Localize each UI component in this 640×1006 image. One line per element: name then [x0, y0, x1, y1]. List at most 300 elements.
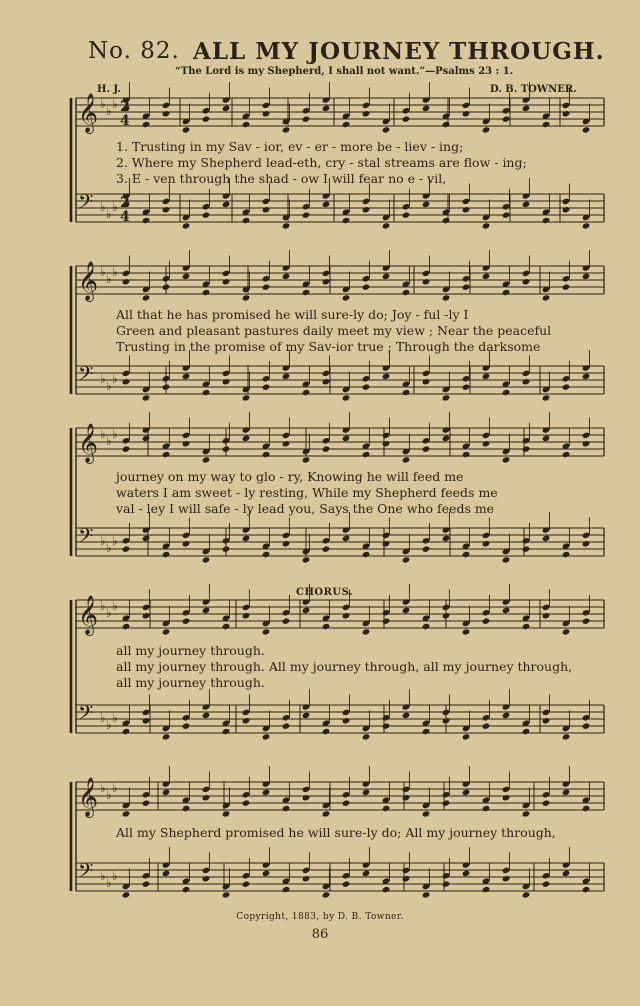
note-head: [482, 126, 491, 133]
note-head: [342, 217, 351, 224]
note-head: [522, 445, 531, 452]
note-head: [142, 435, 151, 442]
note-head: [422, 545, 431, 552]
note-head: [462, 870, 471, 877]
note-head: [182, 273, 191, 280]
note-head: [142, 612, 151, 619]
flat-icon: ♭: [106, 434, 112, 448]
lyric-s3-v1: journey on my way to glo - ry, Knowing he will feed me: [116, 469, 464, 484]
note-head: [402, 389, 411, 396]
note-head: [182, 805, 191, 812]
note-head: [182, 722, 191, 729]
note-head: [502, 794, 511, 801]
note-head: [342, 880, 351, 887]
note-head: [502, 456, 511, 463]
note-head: [382, 273, 391, 280]
flat-icon: ♭: [112, 781, 118, 795]
note-head: [402, 712, 411, 719]
note-head: [182, 440, 191, 447]
note-head: [582, 126, 591, 133]
note-head: [482, 222, 491, 229]
note-head: [562, 451, 571, 458]
note-head: [262, 870, 271, 877]
note-head: [442, 535, 451, 542]
note-head: [402, 115, 411, 122]
note-head: [422, 810, 431, 817]
note-head: [382, 805, 391, 812]
note-head: [342, 435, 351, 442]
note-head: [262, 628, 271, 635]
note-head: [122, 278, 131, 285]
note-head: [142, 535, 151, 542]
note-head: [522, 810, 531, 817]
lyric-s2-v3: Trusting in the promise of my Sav-ior true ; Through the darksome: [116, 339, 541, 354]
flat-icon: ♭: [100, 599, 106, 613]
note-head: [322, 378, 331, 385]
note-head: [362, 870, 371, 877]
note-head: [522, 201, 531, 208]
note-head: [542, 880, 551, 887]
note-head: [582, 617, 591, 624]
note-head: [362, 789, 371, 796]
note-head: [442, 612, 451, 619]
note-head: [322, 810, 331, 817]
note-head: [562, 283, 571, 290]
note-head: [482, 805, 491, 812]
note-head: [302, 115, 311, 122]
note-head: [502, 211, 511, 218]
note-head: [402, 211, 411, 218]
note-head: [502, 607, 511, 614]
chorus-label: CHORUS.: [296, 587, 353, 598]
note-head: [282, 617, 291, 624]
flat-icon: ♭: [112, 372, 118, 386]
note-head: [322, 278, 331, 285]
flat-icon: ♭: [106, 207, 112, 221]
note-head: [362, 451, 371, 458]
flat-icon: ♭: [106, 788, 112, 802]
note-head: [382, 540, 391, 547]
note-head: [202, 607, 211, 614]
lyric-s2-v1: All that he has promised he will sure-ly do; Joy - ful -ly I: [116, 307, 469, 322]
note-head: [302, 211, 311, 218]
note-head: [162, 283, 171, 290]
note-head: [162, 628, 171, 635]
note-head: [182, 617, 191, 624]
note-head: [502, 289, 511, 296]
note-head: [582, 373, 591, 380]
note-head: [442, 717, 451, 724]
note-head: [202, 456, 211, 463]
bass-clef-icon: 𝄢: [78, 859, 94, 887]
note-head: [282, 273, 291, 280]
note-head: [282, 373, 291, 380]
note-head: [302, 875, 311, 882]
note-head: [542, 435, 551, 442]
note-head: [382, 886, 391, 893]
note-head: [442, 880, 451, 887]
note-head: [402, 875, 411, 882]
note-head: [382, 126, 391, 133]
note-head: [262, 451, 271, 458]
lyric-s3-v2: waters I am sweet - ly resting, While my Shepherd feeds me: [116, 485, 498, 500]
note-head: [182, 126, 191, 133]
note-head: [582, 540, 591, 547]
note-head: [242, 217, 251, 224]
note-head: [122, 891, 131, 898]
note-head: [562, 733, 571, 740]
note-head: [362, 733, 371, 740]
flat-icon: ♭: [112, 265, 118, 279]
note-head: [122, 623, 131, 630]
note-head: [362, 551, 371, 558]
note-head: [542, 294, 551, 301]
flat-icon: ♭: [112, 869, 118, 883]
note-head: [402, 456, 411, 463]
note-head: [282, 540, 291, 547]
note-head: [562, 110, 571, 117]
note-head: [482, 886, 491, 893]
note-head: [582, 722, 591, 729]
note-head: [222, 445, 231, 452]
note-head: [302, 712, 311, 719]
note-head: [142, 217, 151, 224]
lyric-s4-v2: all my journey through. All my journey through, all my journey through,: [116, 659, 573, 674]
note-head: [182, 886, 191, 893]
note-head: [502, 556, 511, 563]
note-head: [142, 294, 151, 301]
flat-icon: ♭: [100, 372, 106, 386]
note-head: [542, 535, 551, 542]
note-head: [462, 451, 471, 458]
note-head: [582, 886, 591, 893]
flat-icon: ♭: [106, 606, 112, 620]
note-head: [342, 394, 351, 401]
note-head: [342, 294, 351, 301]
note-head: [542, 717, 551, 724]
note-head: [202, 712, 211, 719]
note-head: [342, 612, 351, 619]
note-head: [442, 121, 451, 128]
note-head: [222, 545, 231, 552]
note-head: [202, 289, 211, 296]
note-head: [462, 733, 471, 740]
note-head: [322, 201, 331, 208]
note-head: [282, 440, 291, 447]
note-head: [162, 551, 171, 558]
note-head: [562, 206, 571, 213]
note-head: [462, 206, 471, 213]
lyric-s4-v1: all my journey through.: [116, 643, 265, 658]
note-head: [382, 222, 391, 229]
bass-clef-icon: 𝄢: [78, 701, 94, 729]
bass-clef-icon: 𝄢: [78, 190, 94, 218]
note-head: [522, 891, 531, 898]
note-head: [202, 556, 211, 563]
note-head: [362, 206, 371, 213]
note-head: [582, 222, 591, 229]
note-head: [242, 880, 251, 887]
note-head: [382, 617, 391, 624]
flat-icon: ♭: [100, 869, 106, 883]
flat-icon: ♭: [100, 534, 106, 548]
note-head: [462, 383, 471, 390]
note-head: [162, 733, 171, 740]
lyric-s1-v3: 3. E - ven through the shad - ow I will fear no e - vil,: [116, 171, 447, 186]
note-head: [222, 201, 231, 208]
note-head: [222, 623, 231, 630]
note-head: [362, 110, 371, 117]
time-signature-top: 2: [120, 99, 130, 115]
note-head: [522, 623, 531, 630]
note-head: [262, 789, 271, 796]
treble-clef-icon: 𝄞: [78, 777, 99, 817]
note-head: [322, 445, 331, 452]
lyric-s1-v2: 2. Where my Shepherd lead-eth, cry - stal streams are flow - ing;: [116, 155, 527, 170]
treble-clef-icon: 𝄞: [78, 595, 99, 635]
note-head: [442, 799, 451, 806]
note-head: [442, 435, 451, 442]
note-head: [562, 628, 571, 635]
note-head: [362, 283, 371, 290]
note-head: [322, 891, 331, 898]
note-head: [222, 728, 231, 735]
lyric-s5-v1: All my Shepherd promised he will sure-ly do; All my journey through,: [116, 825, 556, 840]
note-head: [162, 383, 171, 390]
note-head: [482, 722, 491, 729]
bass-clef-icon: 𝄢: [78, 524, 94, 552]
note-head: [262, 206, 271, 213]
note-head: [142, 880, 151, 887]
note-head: [462, 110, 471, 117]
note-head: [342, 717, 351, 724]
treble-clef-icon: 𝄞: [78, 261, 99, 301]
note-head: [562, 870, 571, 877]
note-head: [262, 283, 271, 290]
note-head: [202, 389, 211, 396]
note-head: [162, 870, 171, 877]
note-head: [202, 875, 211, 882]
time-signature-top: 2: [120, 195, 130, 211]
note-head: [482, 617, 491, 624]
note-head: [282, 805, 291, 812]
note-head: [202, 794, 211, 801]
note-head: [182, 540, 191, 547]
lyricist-credit: H. J.: [97, 84, 121, 95]
note-head: [542, 799, 551, 806]
note-head: [122, 445, 131, 452]
note-head: [382, 440, 391, 447]
time-signature-bottom: 4: [120, 209, 130, 225]
note-head: [382, 722, 391, 729]
flat-icon: ♭: [100, 427, 106, 441]
note-head: [262, 551, 271, 558]
lyric-s2-v2: Green and pleasant pastures daily meet my view ; Near the peaceful: [116, 323, 552, 338]
note-head: [462, 789, 471, 796]
note-head: [582, 805, 591, 812]
copyright-notice: Copyright, 1883, by D. B. Towner.: [236, 912, 404, 922]
note-head: [282, 722, 291, 729]
page-number: 86: [311, 927, 329, 942]
flat-icon: ♭: [106, 718, 112, 732]
flat-icon: ♭: [112, 599, 118, 613]
note-head: [422, 378, 431, 385]
lyric-s3-v3: val - ley I will safe - ly lead you, Says the One who feeds me: [116, 501, 495, 516]
note-head: [422, 623, 431, 630]
note-head: [162, 206, 171, 213]
note-head: [482, 440, 491, 447]
note-head: [282, 126, 291, 133]
treble-clef-icon: 𝄞: [78, 93, 99, 133]
note-head: [222, 891, 231, 898]
flat-icon: ♭: [106, 272, 112, 286]
note-head: [122, 810, 131, 817]
note-head: [342, 121, 351, 128]
note-head: [322, 623, 331, 630]
composer-credit: D. B. TOWNER.: [490, 84, 577, 95]
note-head: [222, 378, 231, 385]
note-head: [242, 535, 251, 542]
note-head: [162, 789, 171, 796]
note-head: [542, 612, 551, 619]
note-head: [522, 378, 531, 385]
note-head: [462, 283, 471, 290]
note-head: [522, 105, 531, 112]
note-head: [162, 451, 171, 458]
note-head: [282, 886, 291, 893]
flat-icon: ♭: [100, 781, 106, 795]
note-head: [502, 875, 511, 882]
hymn-number: No. 82.: [88, 38, 180, 64]
note-head: [422, 105, 431, 112]
flat-icon: ♭: [100, 200, 106, 214]
note-head: [462, 628, 471, 635]
time-signature-bottom: 4: [120, 113, 130, 129]
note-head: [562, 383, 571, 390]
note-head: [302, 289, 311, 296]
note-head: [442, 294, 451, 301]
note-head: [442, 217, 451, 224]
note-head: [262, 110, 271, 117]
note-head: [562, 789, 571, 796]
bass-clef-icon: 𝄢: [78, 362, 94, 390]
note-head: [142, 121, 151, 128]
note-head: [462, 551, 471, 558]
flat-icon: ♭: [106, 379, 112, 393]
flat-icon: ♭: [112, 534, 118, 548]
note-head: [202, 115, 211, 122]
note-head: [582, 273, 591, 280]
note-head: [242, 294, 251, 301]
note-head: [382, 373, 391, 380]
note-head: [142, 717, 151, 724]
flat-icon: ♭: [112, 97, 118, 111]
note-head: [522, 278, 531, 285]
note-head: [422, 891, 431, 898]
note-head: [402, 607, 411, 614]
note-head: [482, 273, 491, 280]
note-head: [322, 728, 331, 735]
note-head: [502, 712, 511, 719]
note-head: [322, 105, 331, 112]
note-head: [322, 545, 331, 552]
note-head: [242, 435, 251, 442]
note-head: [242, 612, 251, 619]
note-head: [142, 394, 151, 401]
note-head: [542, 394, 551, 401]
note-head: [122, 545, 131, 552]
note-head: [182, 222, 191, 229]
note-head: [222, 105, 231, 112]
lyric-s1-v1: 1. Trusting in my Sav - ior, ev - er - more be - liev - ing;: [116, 139, 464, 154]
note-head: [542, 121, 551, 128]
note-head: [242, 799, 251, 806]
note-head: [242, 121, 251, 128]
flat-icon: ♭: [112, 711, 118, 725]
note-head: [242, 717, 251, 724]
lyric-s4-v3: all my journey through.: [116, 675, 265, 690]
note-head: [442, 394, 451, 401]
hymn-title: ALL MY JOURNEY THROUGH.: [193, 38, 605, 65]
note-head: [262, 733, 271, 740]
note-head: [522, 728, 531, 735]
note-head: [482, 540, 491, 547]
note-head: [422, 278, 431, 285]
note-head: [202, 211, 211, 218]
scripture-epigraph: “The Lord is my Shepherd, I shall not want.”—Psalms 23 : 1.: [175, 66, 514, 77]
note-head: [162, 110, 171, 117]
flat-icon: ♭: [112, 427, 118, 441]
note-head: [302, 389, 311, 396]
note-head: [362, 383, 371, 390]
note-head: [482, 373, 491, 380]
note-head: [342, 799, 351, 806]
note-head: [302, 607, 311, 614]
note-head: [342, 535, 351, 542]
flat-icon: ♭: [106, 104, 112, 118]
note-head: [402, 289, 411, 296]
note-head: [362, 628, 371, 635]
note-head: [542, 217, 551, 224]
note-head: [582, 440, 591, 447]
note-head: [302, 556, 311, 563]
note-head: [502, 389, 511, 396]
note-head: [282, 222, 291, 229]
note-head: [142, 799, 151, 806]
flat-icon: ♭: [100, 265, 106, 279]
note-head: [262, 383, 271, 390]
note-head: [182, 373, 191, 380]
note-head: [222, 810, 231, 817]
flat-icon: ♭: [106, 541, 112, 555]
note-head: [502, 115, 511, 122]
note-head: [402, 556, 411, 563]
treble-clef-icon: 𝄞: [78, 423, 99, 463]
note-head: [422, 728, 431, 735]
note-head: [402, 794, 411, 801]
flat-icon: ♭: [100, 711, 106, 725]
note-head: [522, 545, 531, 552]
note-head: [422, 445, 431, 452]
note-head: [242, 394, 251, 401]
flat-icon: ♭: [112, 200, 118, 214]
note-head: [222, 278, 231, 285]
flat-icon: ♭: [106, 876, 112, 890]
note-head: [422, 201, 431, 208]
note-head: [122, 728, 131, 735]
note-head: [122, 378, 131, 385]
flat-icon: ♭: [100, 97, 106, 111]
